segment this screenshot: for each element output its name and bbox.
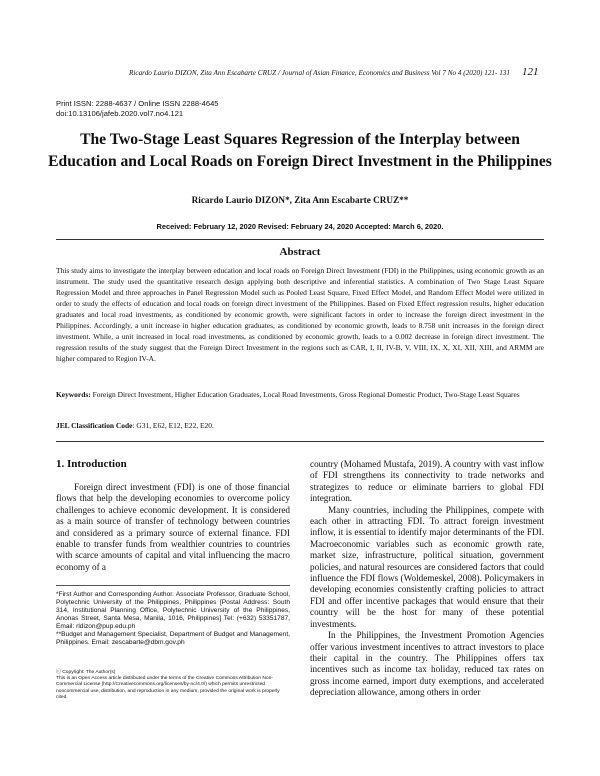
license-text: This is an Open Access article distributed under the terms of the Creative Commons Attribution Non-Commercial License (http://Creativecommons.org/licenses/by-nc/4.0/) which permits unrestricted noncommercial use, distribution, and reproduction in any medium, provided the original work is properly cited. bbox=[56, 676, 280, 700]
right-paragraph-2: Many countries, including the Philippines, compete with each other in attracting FDI. To attract foreign investment inflow, it is essential to identify major determinants of the FDI. Macroeconomic variables such as economic growth rate, market size, infrastructure, political situation, government policies, and natural resources are considered factors that could influence the FDI flows (Woldemeskel, 2008). Policymakers in developing economies consistently crafting policies to attract FDI and offer incentive packages that would ensure that their country will be the host for many of these potential investments. bbox=[310, 504, 544, 629]
footnote-first-author: *First Author and Corresponding Author. Associate Professor, Graduate School, Polytechnic University of the Philippines, Philippines [Postal Address: South 314, Institutional Planning Office, Polytechnic University of the Philippines, Anonas Street, Santa Mesa, Manila, 1016, Philippines] Tel: (+632) 53351787, Email: rldizon@pup.edu.ph bbox=[56, 591, 290, 631]
doi-line[interactable]: doi:10.13106/jafeb.2020.vol7.no4.121 bbox=[56, 109, 184, 118]
intro-paragraph-left: Foreign direct investment (FDI) is one of those financial flows that help the developing economies to overcome policy challenges to achieve economic development. It is considered as a main source of transfer of technology between countries and considered as a primary source of external finance. FDI enable to transfer funds from wealthier countries to countries with scarce amounts of capital and vital influencing the macro economy of a bbox=[56, 482, 290, 572]
copyright-line: ⓒ Copyright: The Author(s) bbox=[56, 670, 116, 675]
divider-top bbox=[56, 239, 544, 240]
page-number: 121 bbox=[522, 66, 539, 78]
title-line-2: Education and Local Roads on Foreign Direct Investment in the Philippines bbox=[48, 153, 552, 170]
abstract-body: This study aims to investigate the interplay between education and local roads on Foreign Direct Investment (FDI) in the Philippines, using economic growth as an instrument. The study used the quantitative research design applying both descriptive and inferential statistics. A combination of Two Stage Least Square Regression Model and three approaches in Panel Regression Model such as Pooled Least Square, Fixed Effect Model, and Random Effect Model were utilized in order to study the effects of education and local roads on foreign direct investment of the Philippines. Based on Fixed Effect regression results, higher education graduates and local road investments, as conditioned by economic growth, were significant factors in order to increase the foreign direct investment in the Philippines. Accordingly, a unit increase in higher education graduates, as conditioned by economic growth, leads to 8.758 unit increases in the foreign direct investment. While, a unit increased in local road investments, as conditioned by economic growth, leads to a 0.002 decrease in foreign direct investment. The regression results of the study suggest that the Foreign Direct Investment in the regions such as CAR, I, II, IV-B, V, VIII, IX, X, XI, XII, XIII, and ARMM are higher compared to Region IV-A. bbox=[56, 266, 544, 364]
jel-label: JEL Classification Code bbox=[56, 421, 133, 430]
footnote-divider bbox=[56, 585, 290, 586]
abstract-heading: Abstract bbox=[279, 246, 321, 258]
issn-block bbox=[56, 99, 219, 119]
title-line-1: The Two-Stage Least Squares Regression of the Interplay between bbox=[80, 131, 520, 148]
section-heading-introduction: 1. Introduction bbox=[56, 458, 127, 470]
keywords-text: Foreign Direct Investment, Higher Education Graduates, Local Road Investments, Gross Regional Domestic Product, Two-Stage Least Squares bbox=[90, 390, 520, 399]
right-paragraph-3: In the Philippines, the Investment Promotion Agencies offer various investment incentives to attract investors to place their capital in the country. The Philippines offers tax incentives such as income tax holiday, reduced tax rates on gross income earned, import duty exemptions, and accelerated depreciation allowance, among others in order bbox=[310, 630, 544, 698]
keywords bbox=[56, 389, 544, 400]
submission-dates: Received: February 12, 2020 Revised: February 24, 2020 Accepted: March 6, 2020. bbox=[156, 222, 444, 231]
author-list: Ricardo Laurio DIZON*, Zita Ann Escabarte CRUZ** bbox=[191, 195, 409, 205]
footnotes bbox=[56, 591, 290, 647]
running-header-citation: Ricardo Laurio DIZON, Zita Ann Escabarte CRUZ / Journal of Asian Finance, Economics and Business Vol 7 No 4 (2020) 121- 131 bbox=[129, 69, 510, 77]
divider-bottom bbox=[56, 441, 544, 442]
license-notice bbox=[56, 670, 290, 701]
right-paragraph-1: country (Mohamed Mustafa, 2019). A country with vast inflow of FDI strengthens its connectivity to trade networks and strategizes to reduce or eliminate barriers to global FDI integration. bbox=[310, 459, 544, 504]
paper-title bbox=[40, 129, 560, 173]
keywords-label: Keywords: bbox=[56, 390, 91, 399]
issn-line: Print ISSN: 2288-4637 / Online ISSN 2288-4645 bbox=[56, 99, 219, 108]
jel-codes bbox=[56, 421, 544, 430]
intro-column-right bbox=[310, 459, 544, 699]
jel-text: : G31, E62, E12, E22, E20. bbox=[132, 421, 214, 430]
footnote-second-author: **Budget and Management Specialist, Department of Budget and Management, Philippines. Email: zescabarte@dbm.gov.ph bbox=[56, 631, 290, 647]
